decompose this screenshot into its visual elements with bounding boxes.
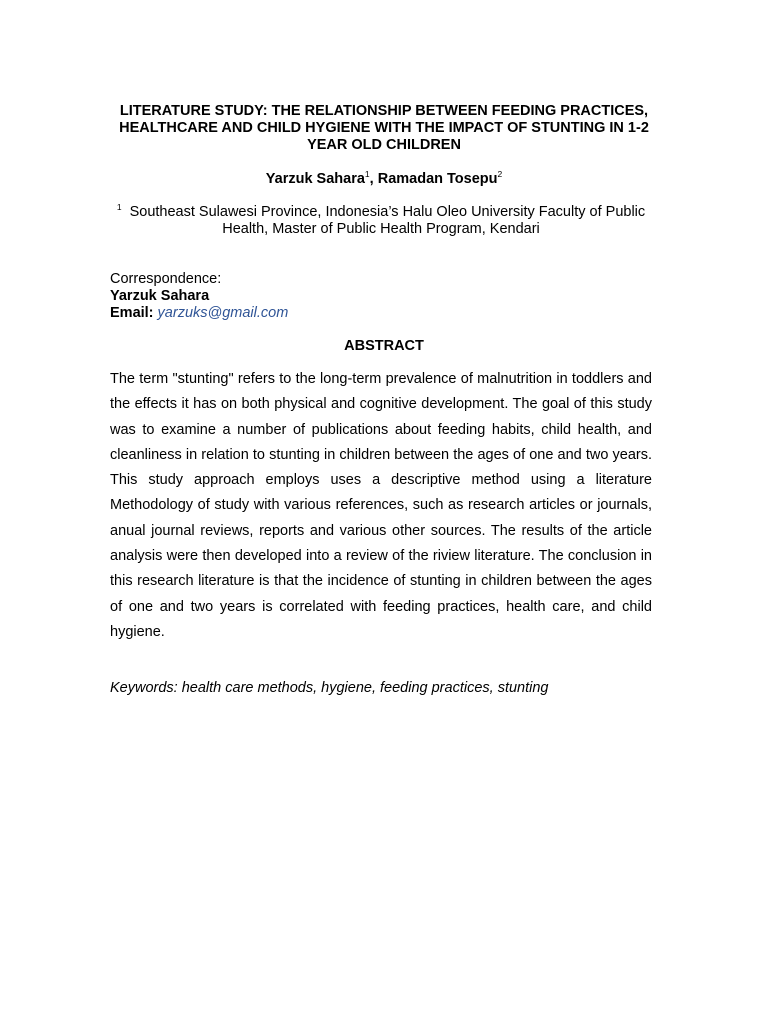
author-list [100,171,668,188]
affiliation-text: Southeast Sulawesi Province, Indonesia’s Halu Oleo University Faculty of Public Health, Master of Public Health Program, Kendari [129,204,646,237]
author-superscript: 1 [364,169,370,179]
author-name: Ramadan Tosepu [377,171,498,187]
author-superscript: 2 [497,169,503,179]
keywords: Keywords: health care methods, hygiene, feeding practices, stunting [110,680,549,696]
email-label: Email: [110,305,154,321]
author-separator: , [369,171,378,187]
correspondence-name: Yarzuk Sahara [110,288,210,304]
author-name: Yarzuk Sahara [265,171,365,187]
paper-title: LITERATURE STUDY: THE RELATIONSHIP BETWEEN FEEDING PRACTICES, HEALTHCARE AND CHILD HYGIENE WITH THE IMPACT OF STUNTING IN 1-2 YEAR OLD CHILDREN [119,103,649,153]
correspondence-label: Correspondence: [110,271,222,287]
email-link[interactable]: yarzuks@gmail.com [157,305,289,321]
affiliation [110,204,652,238]
abstract-body: The term "stunting" refers to the long-term prevalence of malnutrition in toddlers and the effects it has on both physical and cognitive development. The goal of this study was to examine a number of publications about feeding habits, child health, and cleanliness in relation to stunting in children between the ages of one and two years. This study approach employs uses a descriptive method using a literature Methodology of study with various references, such as research articles or journals, anual journal reviews, reports and various other sources. The results of the article analysis were then developed into a review of the riview literature. The conclusion in this research literature is that the incidence of stunting in children between the ages of one and two years is correlated with feeding practices, health care, and child hygiene. [110,371,652,640]
abstract-heading: ABSTRACT [344,338,424,354]
affiliation-superscript: 1 [116,202,122,212]
correspondence-email-line [110,305,288,322]
correspondence-block [110,271,288,322]
